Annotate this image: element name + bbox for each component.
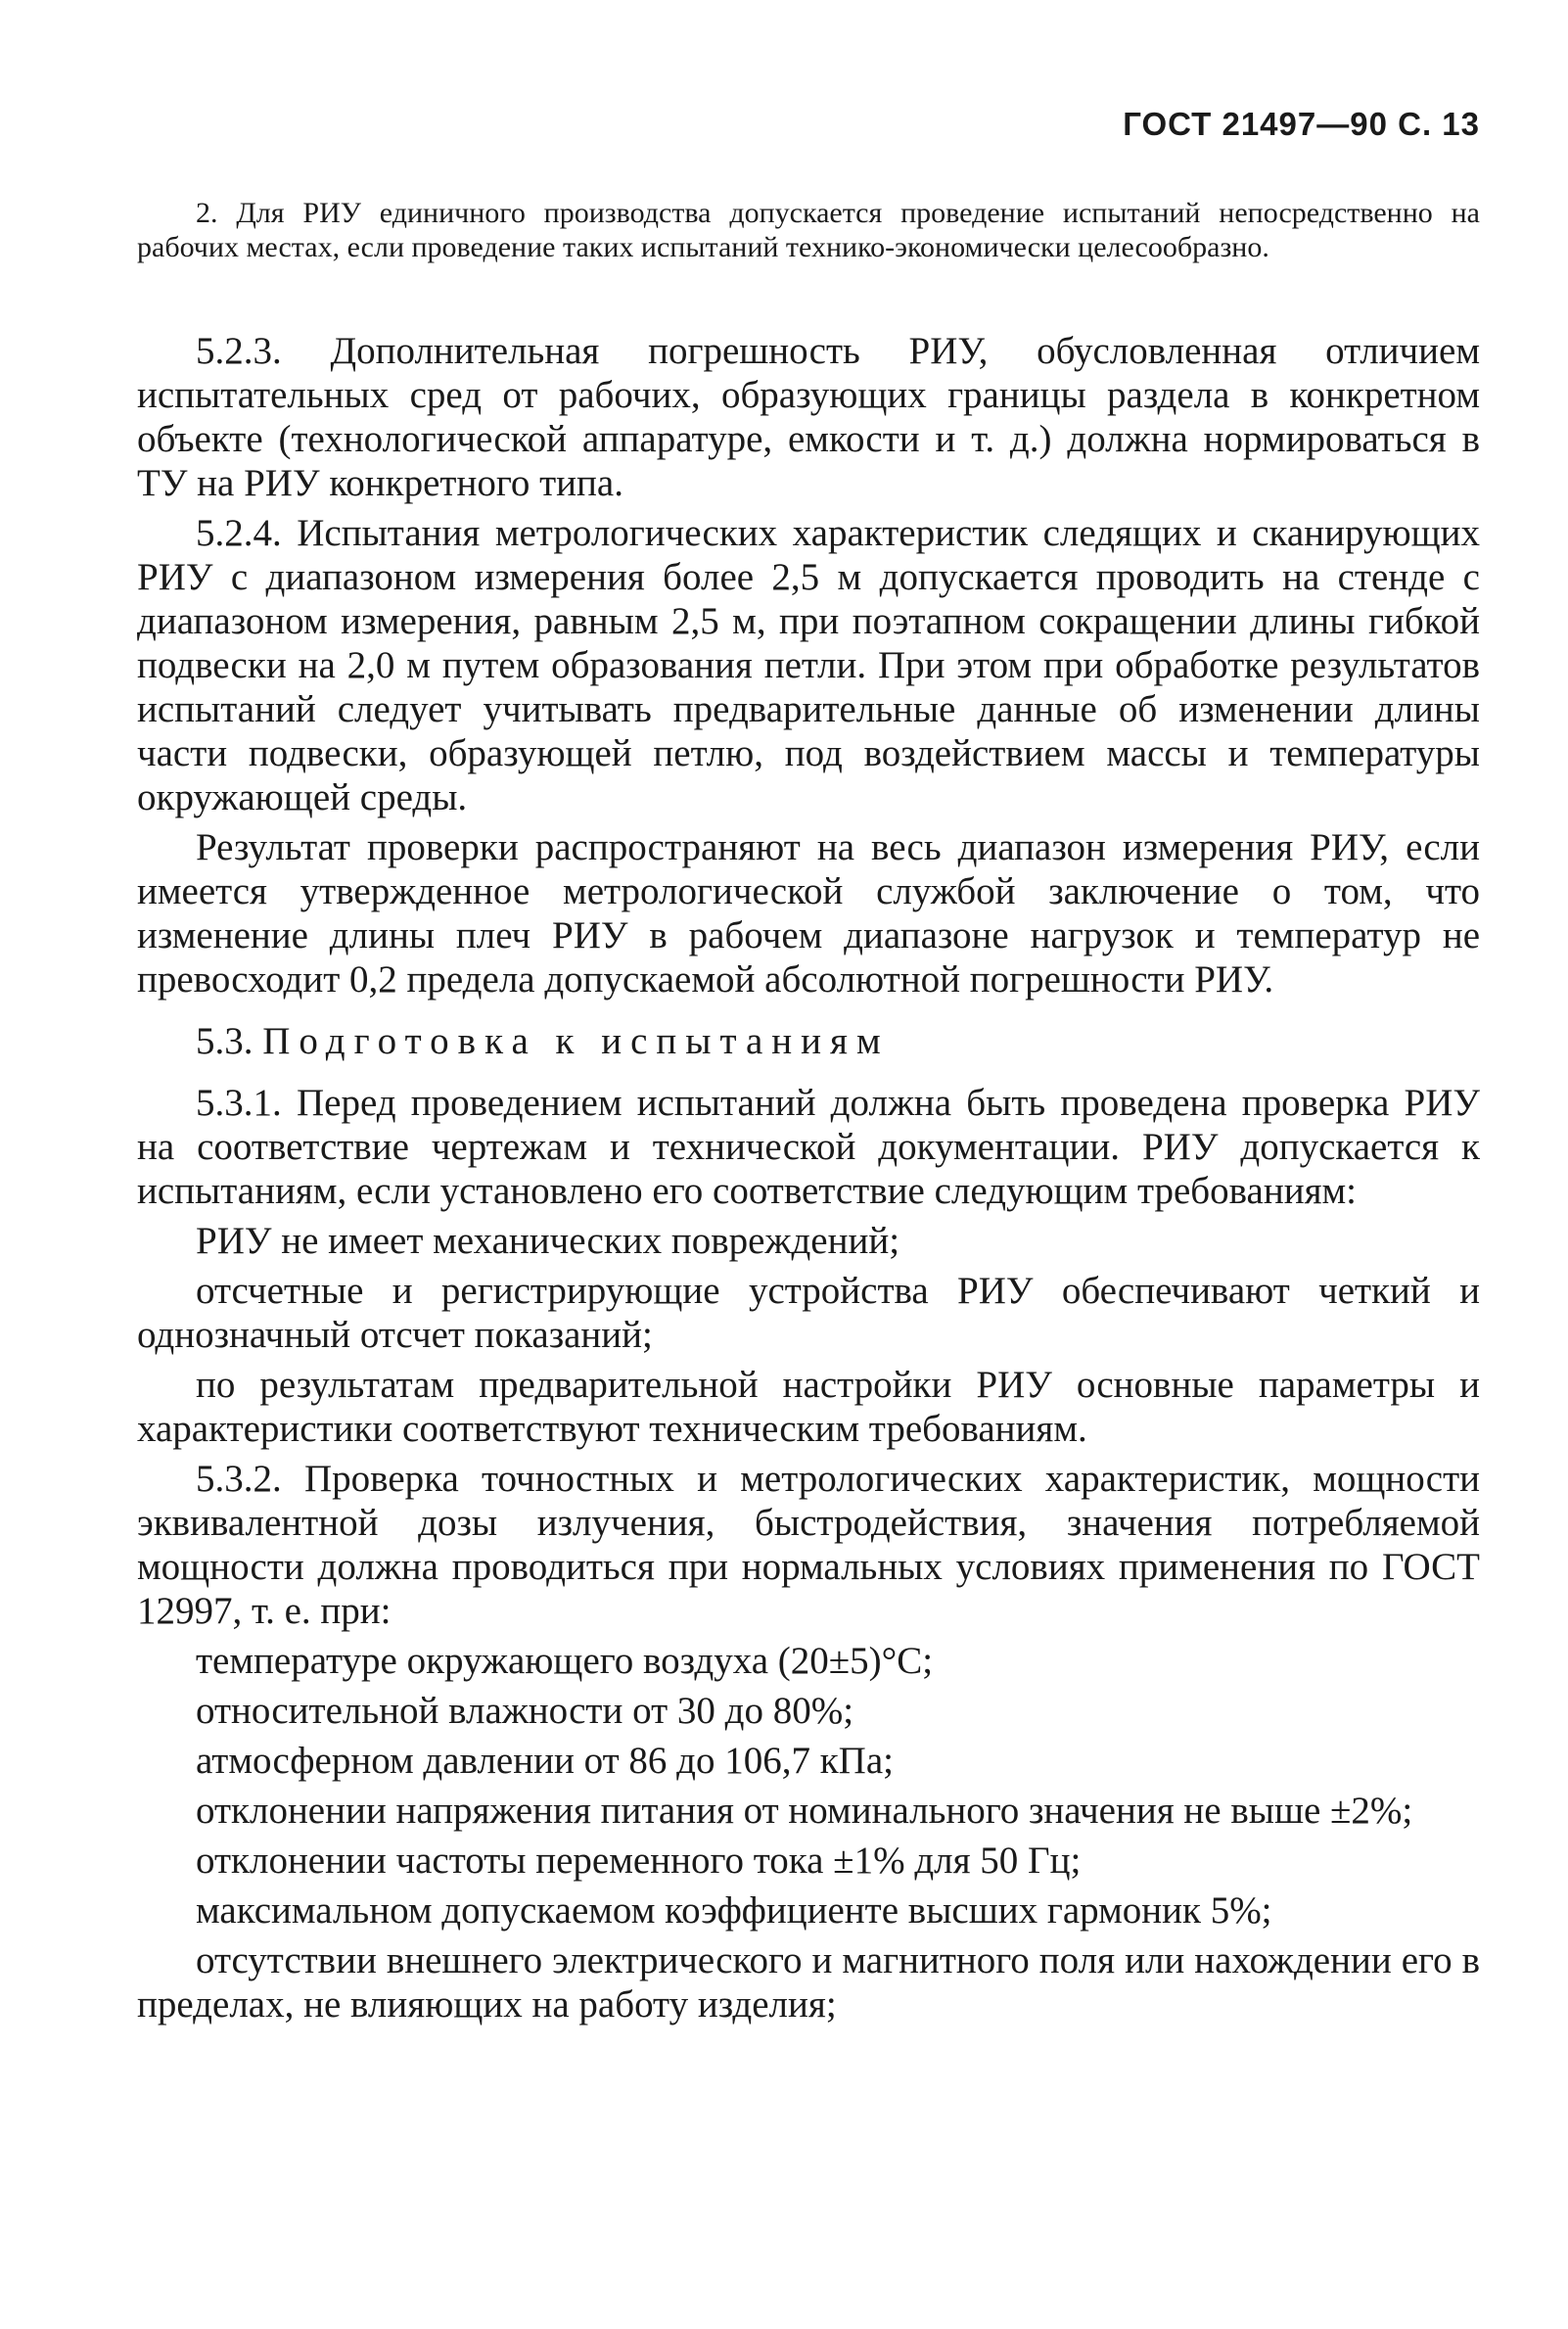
running-header: ГОСТ 21497—90 С. 13	[1123, 106, 1480, 142]
paragraph-5-3-1: 5.3.1. Перед проведением испытаний должна быть проведена проверка РИУ на соответствие чертежам и технической документации. РИУ допускается к испытаниям, если установлено его соответствие следующим требованиям:	[137, 1082, 1480, 1212]
paragraph-5-2-3: 5.2.3. Дополнительная погрешность РИУ, обусловленная отличием испытательных сред от рабочих, образующих границы раздела в конкретном объекте (технологической аппаратуре, емкости и т. д.) должна нормироваться в ТУ на РИУ конкретного типа.	[137, 330, 1480, 504]
condition-item: атмосферном давлении от 86 до 106,7 кПа;	[196, 1740, 894, 1782]
section-number: 5.3.	[196, 1020, 254, 1062]
requirement-item: РИУ не имеет механических повреждений;	[196, 1220, 900, 1262]
paragraph-result: Результат проверки распространяют на весь диапазон измерения РИУ, если имеется утвержденное метрологической службой заключение о том, что изменение длины плеч РИУ в рабочем диапазоне нагрузок и температур не превосходит 0,2 предела допускаемой абсолютной погрешности РИУ.	[137, 826, 1480, 1001]
condition-item: максимальном допускаемом коэффициенте высших гармоник 5%;	[196, 1889, 1272, 1932]
condition-item: температуре окружающего воздуха (20±5)°С;	[196, 1640, 934, 1682]
condition-item: относительной влажности от 30 до 80%;	[196, 1690, 854, 1732]
paragraph-5-3-2: 5.3.2. Проверка точностных и метрологических характеристик, мощности эквивалентной дозы излучения, быстродействия, значения потребляемой мощности должна проводиться при нормальных условиях применения по ГОСТ 12997, т. е. при:	[137, 1458, 1480, 1632]
paragraph-5-2-4: 5.2.4. Испытания метрологических характеристик следящих и сканирующих РИУ с диапазоном измерения более 2,5 м допускается проводить на стенде с диапазоном измерения, равным 2,5 м, при поэтапном сокращении длины гибкой подвески на 2,0 м путем образования петли. При этом при обработке результатов испытаний следует учитывать предварительные данные об изменении длины части подвески, образующей петлю, под воздействием массы и температуры окружающей среды.	[137, 512, 1480, 818]
condition-item: отклонении частоты переменного тока ±1% для 50 Гц;	[196, 1840, 1082, 1882]
condition-item: отклонении напряжения питания от номинального значения не выше ±2%;	[196, 1790, 1413, 1832]
table-note: 2. Для РИУ единичного производства допускается проведение испытаний непосредственно на рабочих местах, если проведение таких испытаний технико-экономически целесообразно.	[137, 197, 1480, 263]
section-heading	[137, 1019, 1480, 1063]
requirement-item: отсчетные и регистрирующие устройства РИУ обеспечивают четкий и однозначный отсчет показаний;	[137, 1270, 1480, 1356]
condition-item: отсутствии внешнего электрического и магнитного поля или нахождении его в пределах, не влияющих на работу изделия;	[137, 1939, 1480, 2026]
document-body	[137, 329, 1480, 2032]
section-title: Подготовка к испытаниям	[262, 1020, 890, 1062]
requirement-item: по результатам предварительной настройки РИУ основные параметры и характеристики соответствуют техническим требованиям.	[137, 1364, 1480, 1450]
